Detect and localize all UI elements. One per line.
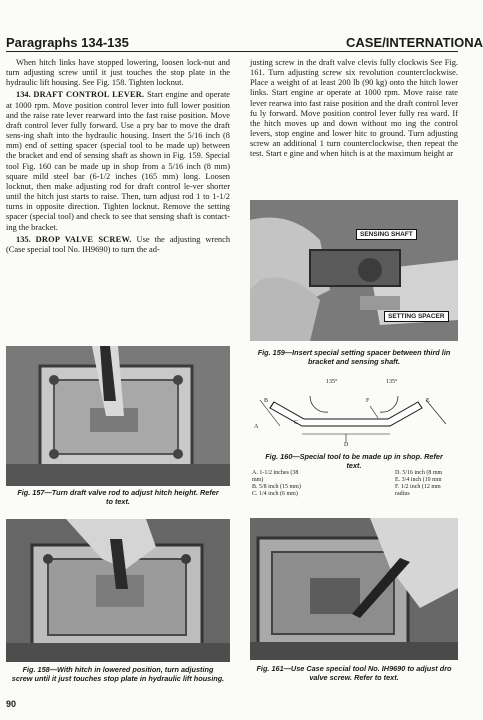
paragraph-135 — [6, 235, 230, 255]
fig-161-photo — [250, 518, 458, 660]
fig-158-caption-line-1: Fig. 158—With hitch in lowered position, turn adjusting — [22, 665, 214, 674]
fig-160-legend-right — [395, 470, 458, 498]
legend-a-cont: mm) — [252, 477, 264, 483]
page-header-left: Paragraphs 134-135 — [6, 35, 129, 50]
legend-e: E. 3/4 inch (19 mm — [395, 477, 442, 483]
page-header-right: CASE/INTERNATIONA — [346, 35, 483, 50]
paragraph-135-title: DROP VALVE SCREW. — [35, 234, 132, 244]
fig-161-caption-line-1: Fig. 161—Use Case special tool No. IH9690 to adjust dro — [256, 664, 452, 673]
fig-161-caption-line-2: valve screw. Refer to text. — [309, 673, 399, 682]
paragraph-135-number: 135. — [16, 234, 31, 244]
fig-160-angle-right: 135° — [386, 379, 398, 385]
fig-157-caption — [6, 488, 230, 506]
paragraph-134-number: 134. — [16, 90, 31, 100]
legend-a: A. 1-1/2 inches (38 — [252, 470, 299, 476]
fig-160-caption-line-2: text. — [346, 461, 362, 470]
header-rule — [6, 51, 458, 52]
fig-159-caption — [250, 348, 458, 366]
paragraph-134 — [6, 90, 230, 232]
fig-161-caption — [250, 664, 458, 682]
paragraph-135-continued: justing screw in the draft valve clevis fully clockwis See Fig. 161. Turn adjusting screw six revolution counterclockwise. Place a weight of at least 200 lb (90 kg) onto the hitch lower links. Start engine ar operate at 1000 rpm. Move raise rate lever rearwa into fast raise position and the draft control lever fu ly forward. Move position control lever fully rea ward. If the hitch moves up and down without mo ing the control levers, stop engine and lower hitc to ground. Turn adjusting screw an additional 1 turn counterclockwise, then repeat the test. Start e gine and when hitch is at the maximum height ar — [250, 58, 458, 159]
legend-c: C. 1/4 inch (6 mm) — [252, 491, 298, 497]
paragraph-134-body: Start engine and operate at 1000 rpm. Move position control lever into full lower position and the raise rate lever rearward into the fast raise position. Move draft control lever fully forward. Use a pry bar to move the draft sens-ing shaft into the hydraulic housing. Insert the 5/16 inch (8 mm) end of setting spacer (special tool to be made up) between the bracket and end of sensing shaft as shown in Fig. 159. Special tool Fig. 160 can be made up in shop from a 5/16 inch (8 mm) square mild steel bar (6-1/2 inches (165 mm) long. Loosen locknut, then make adjusting rod for draft control le-ver shorter until the hitch just starts to raise. Then, turn adjust rod 1 to 1-1/2 turns in opposite direction. Tighten locknut. Remove the setting spacer (special tool) and check to see that sensing shaft is contact-ing the bracket. — [6, 90, 230, 232]
legend-f-cont: radius — [395, 491, 410, 497]
fig-160-letter-d: D — [344, 442, 349, 448]
fig-159-caption-line-2: bracket and sensing shaft. — [307, 357, 401, 366]
right-column-text — [250, 58, 458, 194]
legend-d: D. 5/16 inch (8 mm — [395, 470, 443, 476]
fig-160-letter-f: F — [366, 398, 370, 404]
left-column-text — [6, 58, 230, 255]
fig-160-letter-e: E — [426, 398, 430, 404]
paragraph-135-body: Use the adjusting wrench (Case special tool No. IH9690) to turn the ad- — [6, 234, 231, 254]
label-setting-spacer: SETTING SPACER — [384, 311, 449, 322]
fig-160-letter-b: B — [264, 398, 269, 404]
paragraph-134-title: DRAFT CONTROL LEVER. — [33, 90, 145, 100]
legend-b: B. 5/8 inch (15 mm) — [252, 484, 301, 490]
fig-160-drawing — [250, 376, 458, 450]
fig-160-legend-left — [252, 470, 301, 498]
fig-158-caption-line-2: screw until it just touches stop plate in hydraulic lift housing. — [11, 674, 225, 683]
fig-158-caption — [6, 665, 230, 683]
paragraph-hitch-links: When hitch links have stopped lowering, loosen lock-nut and turn adjusting screw until it just touches the stop plate in the hydraulic lift housing. See Fig. 158. Tighten locknut. — [6, 58, 230, 88]
page-number: 90 — [6, 699, 17, 709]
fig-160-caption-line-1: Fig. 160—Special tool to be made up in shop. Refer — [265, 452, 443, 461]
fig-158-photo — [6, 519, 230, 662]
label-sensing-shaft: SENSING SHAFT — [356, 229, 417, 240]
fig-157-photo — [6, 346, 230, 486]
fig-157-caption-line-2: to text. — [106, 497, 130, 506]
fig-160-angle-left: 135° — [326, 379, 338, 385]
legend-f: F. 1/2 inch (12 mm — [395, 484, 441, 490]
fig-160-letter-c: C — [294, 420, 299, 426]
fig-157-caption-line-1: Fig. 157—Turn draft valve rod to adjust hitch height. Refer — [17, 488, 219, 497]
fig-159-caption-line-1: Fig. 159—Insert special setting spacer between third lin — [257, 348, 451, 357]
fig-160-letter-a: A — [254, 424, 259, 430]
fig-160-caption — [250, 452, 458, 470]
